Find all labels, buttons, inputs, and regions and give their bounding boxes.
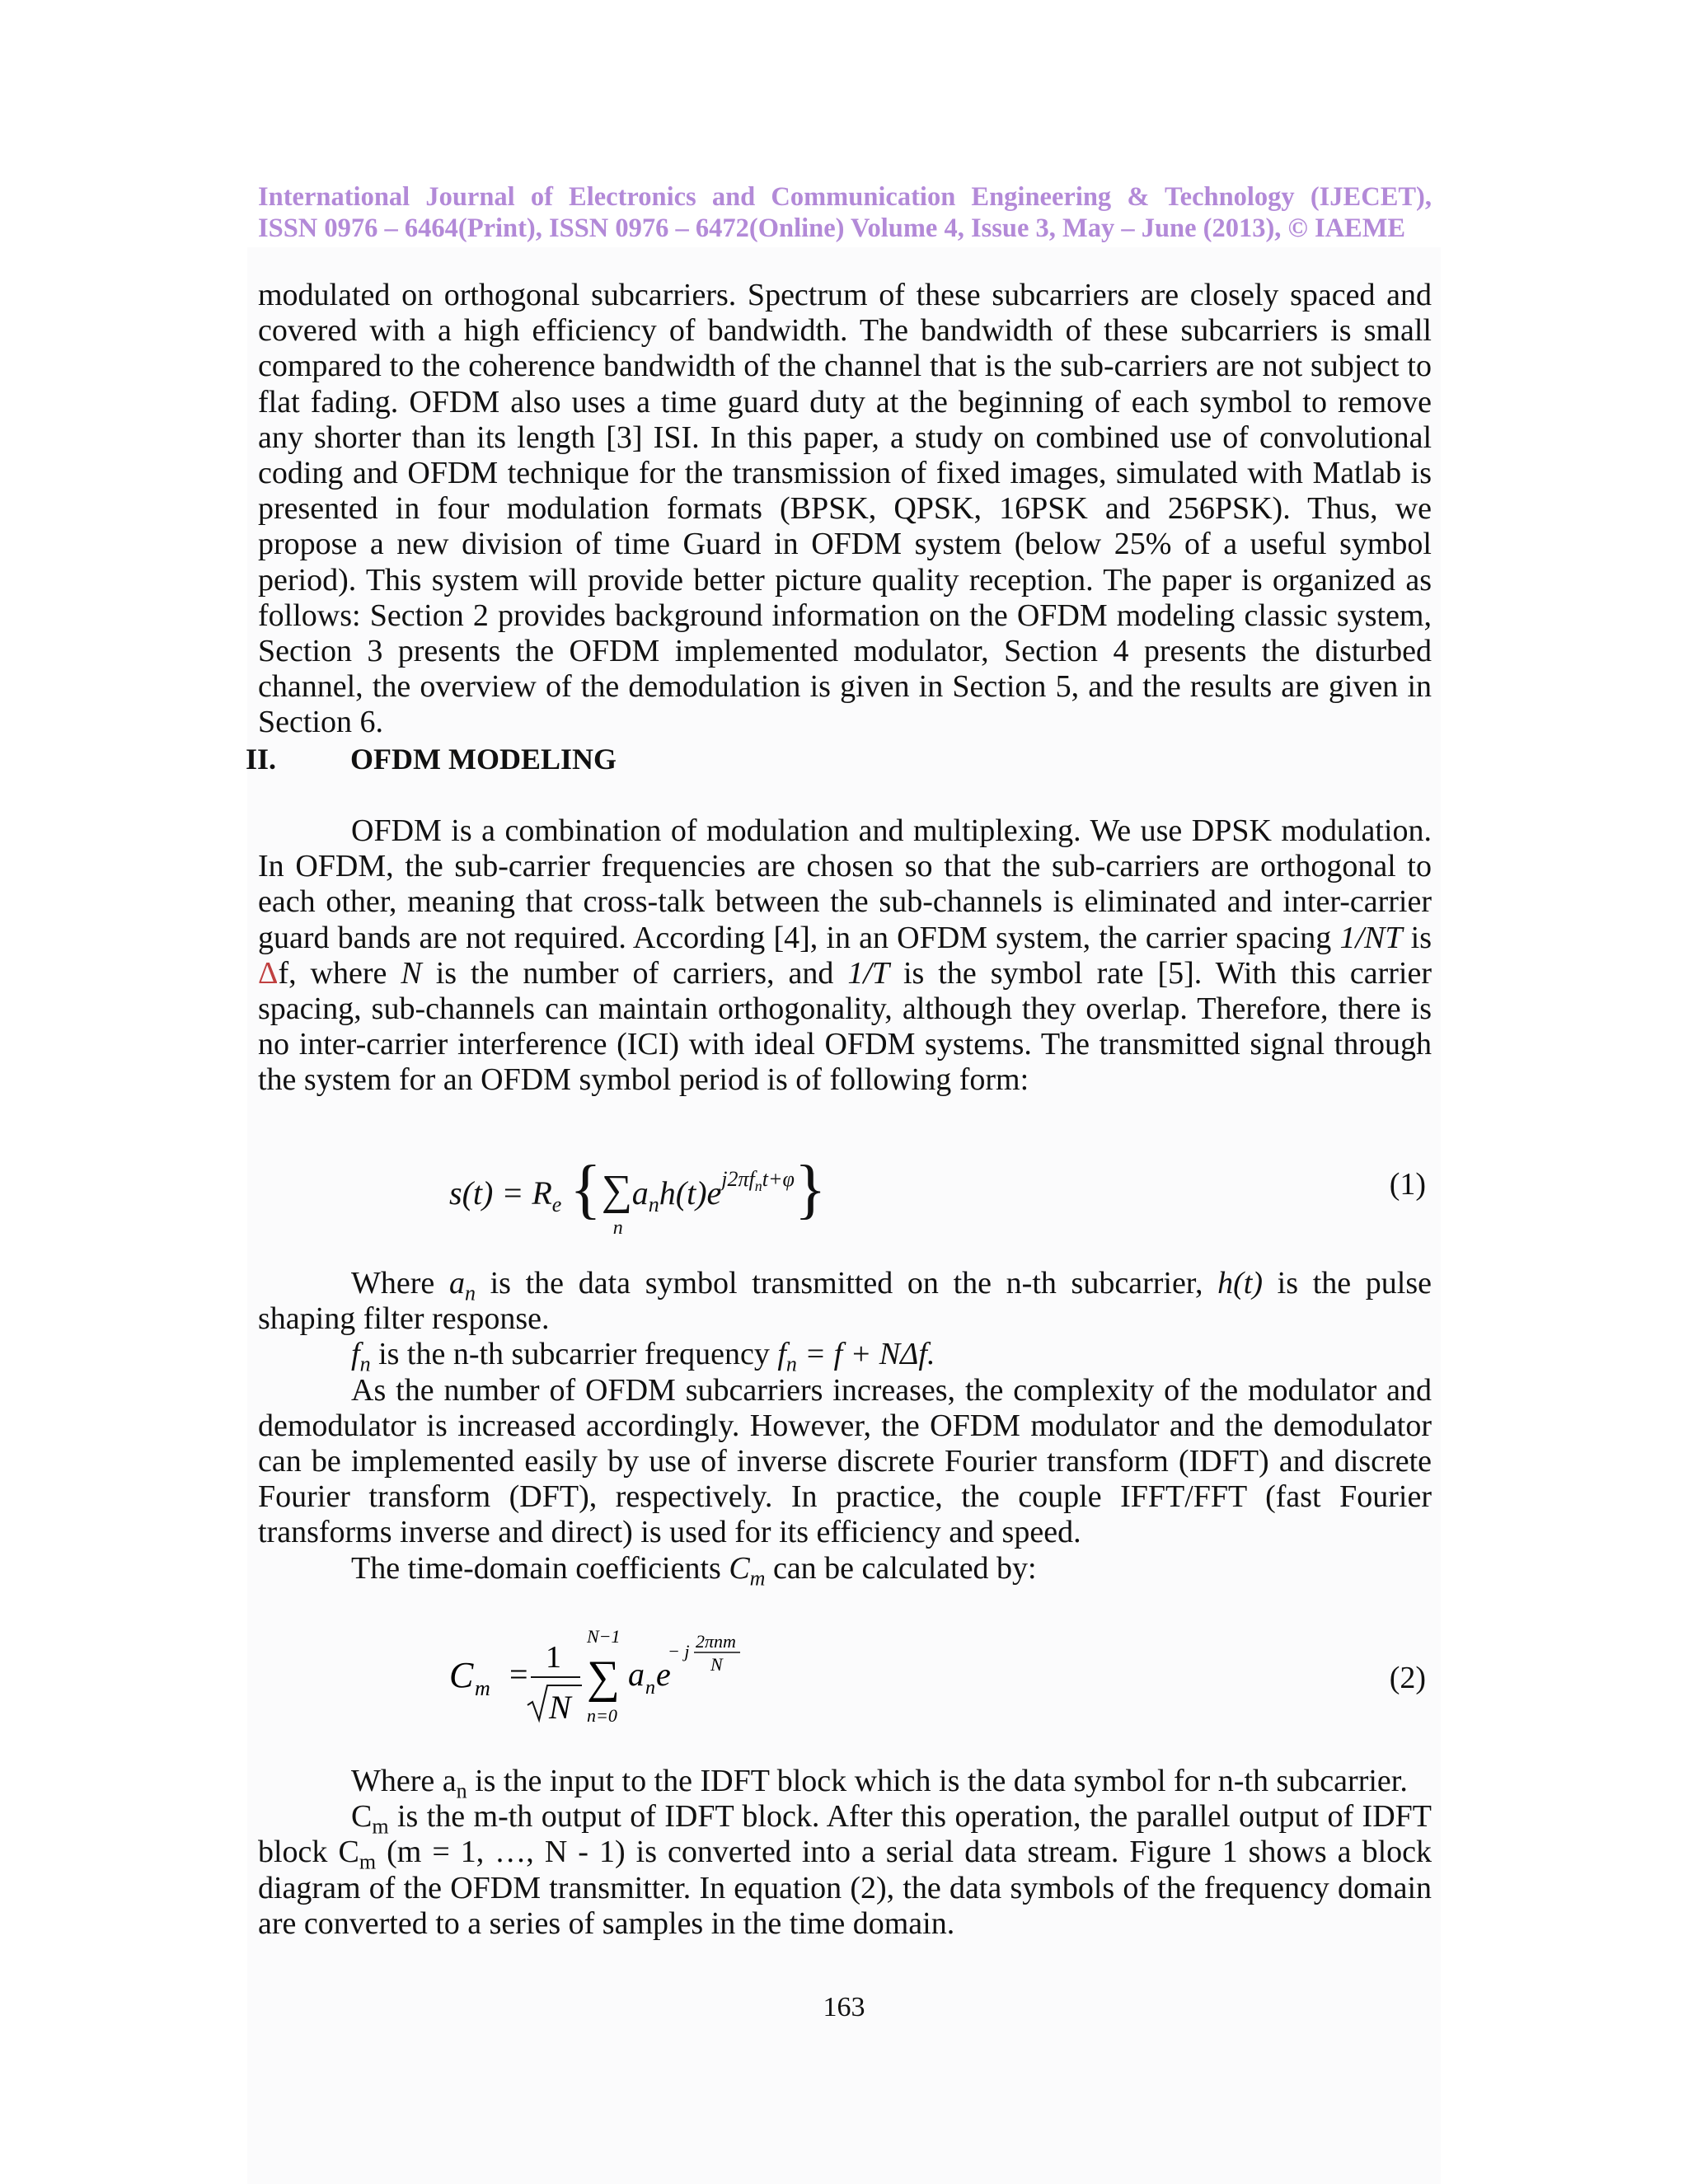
- eq2-lhs-sub: m: [475, 1676, 490, 1700]
- eq2-equals: =: [509, 1656, 528, 1693]
- text-run: m: [749, 1566, 766, 1591]
- equation-2-svg: [445, 1619, 758, 1743]
- header-line-1: International Journal of Electronics and Communication Engineering & Technology (IJECET),: [258, 182, 1432, 212]
- eq1-exp: j2πf: [721, 1167, 755, 1191]
- eq2-numerator: 1: [546, 1640, 561, 1675]
- text-run: h(t): [1217, 1266, 1263, 1301]
- text-run: m: [359, 1850, 377, 1874]
- eq2-exp-den: N: [710, 1654, 723, 1675]
- text-run: n: [359, 1352, 371, 1376]
- text-run: is the symbol rate [5]. With this carrier spacing, sub-channels can maintain orthogonality, although they overlap. Therefore, there is no inter-carrier interference (ICI) with ideal OFDM systems. The transmitted signal through the system for an OFDM symbol period is of following form:: [258, 955, 1432, 1098]
- text-run: f: [351, 1337, 360, 1372]
- fft-paragraph: As the number of OFDM subcarriers increases, the complexity of the modulator and demodulator is increased accordingly. However, the OFDM modulator and the demodulator can be implemented easily by use of inverse discrete Fourier transform (IDFT) and discrete Fourier transform (DFT), respectively. In practice, the couple IFFT/FFT (fast Fourier transforms inverse and direct) is used for its efficiency and speed.: [258, 1372, 1432, 1550]
- eq1-a-sub: n: [648, 1193, 659, 1216]
- header-line-2: ISSN 0976 – 6464(Print), ISSN 0976 – 6472(Online) Volume 4, Issue 3, May – June (2013), © IAEME: [258, 213, 1406, 243]
- text-run: f: [777, 1337, 786, 1372]
- eq2-root-n: N: [549, 1689, 571, 1726]
- text-run: f, where: [278, 955, 401, 991]
- after-eq1: [258, 1266, 1432, 1591]
- cm-paragraph: [258, 1799, 1432, 1942]
- modeling-paragraph: [258, 813, 1432, 1099]
- text-run: C: [729, 1550, 750, 1586]
- text-run: is: [1402, 920, 1432, 955]
- text-run: 1/T: [847, 955, 890, 991]
- eq2-exp-num: 2πnm: [696, 1631, 736, 1652]
- section-title: OFDM MODELING: [350, 743, 617, 776]
- text-run: The time-domain coefficients: [351, 1550, 729, 1586]
- text-run: 1/NT: [1339, 920, 1403, 955]
- sum-block: [601, 1166, 632, 1239]
- right-brace: }: [794, 1153, 827, 1226]
- page-number: 163: [823, 1992, 865, 2022]
- text-run: n: [464, 1281, 476, 1305]
- text-run: a: [448, 1266, 465, 1301]
- where-paragraph: [258, 1266, 1432, 1337]
- text-run: N: [401, 955, 422, 991]
- journal-header: [258, 181, 1432, 244]
- eq2-upper-limit: N−1: [587, 1626, 621, 1647]
- text-run: = f + NΔf.: [796, 1337, 935, 1372]
- delta-symbol: Δ: [258, 955, 279, 991]
- eq2-a-sub: n: [645, 1677, 655, 1699]
- equation-1-number: (1): [1389, 1167, 1426, 1202]
- text-run: n: [456, 1779, 467, 1803]
- eq1-exp-sub: n: [754, 1178, 762, 1195]
- text-run: can be calculated by:: [765, 1550, 1037, 1586]
- equation-2-number: (2): [1389, 1661, 1426, 1695]
- eq2-lower-limit: n=0: [587, 1705, 617, 1726]
- eq1-exp-tail: t+φ: [762, 1167, 795, 1191]
- text-run: Where: [351, 1266, 449, 1301]
- left-brace: {: [570, 1153, 602, 1226]
- sum-subscript: n: [612, 1217, 623, 1239]
- eq2-e: e: [656, 1656, 671, 1693]
- text-run: C: [351, 1799, 373, 1835]
- where-an-line: [258, 1764, 1432, 1803]
- intro-paragraph: modulated on orthogonal subcarriers. Spectrum of these subcarriers are closely spaced and covered with a high efficiency of bandwidth. The bandwidth of these subcarriers is small compared to the coherence bandwidth of the channel that is the sub-carriers are not subject to flat fading. OFDM also uses a time guard duty at the beginning of each symbol to remove any shorter than its length [3] ISI. In this paper, a study on combined use of convolutional coding and OFDM technique for the transmission of fixed images, simulated with Matlab is presented in four modulation formats (BPSK, QPSK, 16PSK and 256PSK). Thus, we propose a new division of time Guard in OFDM system (below 25% of a useful symbol period). This system will provide better picture quality reception. The paper is organized as follows: Section 2 provides background information on the OFDM modeling classic system, Section 3 presents the OFDM implemented modulator, Section 4 presents the disturbed channel, the overview of the demodulation is given in Section 5, and the results are given in Section 6.: [258, 278, 1432, 740]
- text-run: Where a: [351, 1764, 457, 1798]
- coefficients-line: [258, 1550, 1432, 1591]
- text-run: is the data symbol transmitted on the n-th subcarrier,: [475, 1266, 1218, 1301]
- eq2-sum: ∑: [587, 1652, 620, 1703]
- eq1-lhs-sub: e: [551, 1193, 562, 1216]
- text-run: m: [372, 1814, 389, 1839]
- equation-1: [449, 1152, 827, 1239]
- text-run: is the input to the IDFT block which is the data symbol for n-th subcarrier.: [467, 1764, 1408, 1798]
- text-run: OFDM is a combination of modulation and multiplexing. We use DPSK modulation. In OFDM, the sub-carrier frequencies are chosen so that the sub-carriers are orthogonal to each other, meaning that cross-talk between the sub-channels is eliminated and inter-carrier guard bands are not required. According [4], in an OFDM system, the carrier spacing: [258, 813, 1432, 955]
- frequency-line: [258, 1337, 1432, 1376]
- text-run: is the pulse shaping filter response.: [258, 1266, 1432, 1337]
- text-run: is the n-th subcarrier frequency: [370, 1337, 778, 1372]
- eq1-h: h(t)e: [659, 1174, 722, 1212]
- section-number: II.: [246, 743, 277, 776]
- eq2-exp-sign: − j: [668, 1641, 690, 1661]
- equation-2: [445, 1619, 758, 1747]
- eq2-a: a: [628, 1656, 645, 1693]
- eq1-lhs: s(t) = R: [449, 1174, 552, 1212]
- eq1-a: a: [631, 1174, 649, 1212]
- after-eq2: [258, 1764, 1432, 1942]
- text-run: n: [785, 1352, 797, 1376]
- eq2-lhs: C: [449, 1655, 474, 1695]
- section-heading: [246, 742, 617, 776]
- text-run: is the number of carriers, and: [421, 955, 848, 991]
- text-run: (m = 1, …, N - 1) is converted into a serial data stream. Figure 1 shows a block diagram of the OFDM transmitter. In equation (2), the data symbols of the frequency domain are converted to a series of samples in the time domain.: [258, 1835, 1432, 1941]
- text-run: is the m-th output of IDFT block. After this operation, the parallel output of IDFT block C: [258, 1799, 1432, 1870]
- sum-symbol: ∑: [601, 1167, 632, 1214]
